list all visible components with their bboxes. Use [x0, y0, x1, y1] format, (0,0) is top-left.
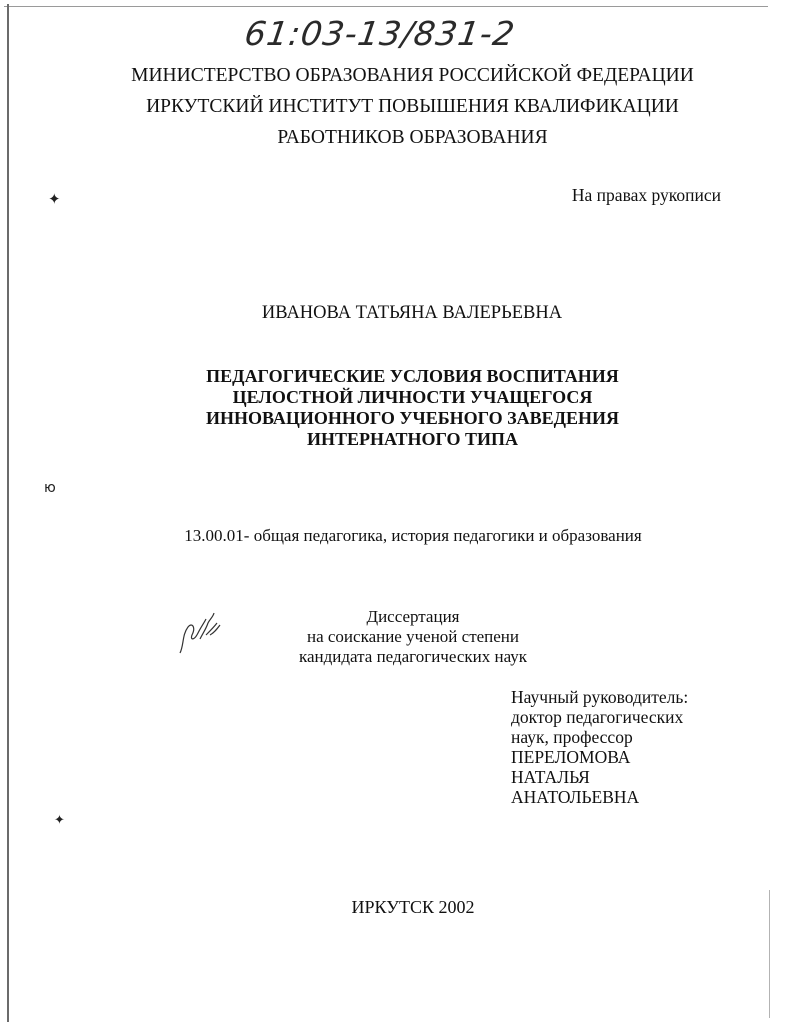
author-name: ИВАНОВА ТАТЬЯНА ВАЛЕРЬЕВНА	[261, 303, 563, 323]
degree-line: на соискание ученой степени	[306, 627, 520, 646]
page-border-left	[7, 4, 9, 1022]
supervisor-line: доктор педагогических	[511, 707, 684, 727]
city-year: ИРКУТСК 2002	[351, 897, 475, 917]
manuscript-note: На правах рукописи	[571, 185, 721, 205]
dissertation-degree	[0, 607, 798, 667]
title-line: ПЕДАГОГИЧЕСКИЕ УСЛОВИЯ ВОСПИТАНИЯ	[206, 366, 619, 386]
margin-mark-icon: ✦	[48, 190, 61, 208]
specialty-code: 13.00.01- общая педагогика, история педагогики и образования	[184, 526, 642, 545]
institute-name: ИРКУТСКИЙ ИНСТИТУТ ПОВЫШЕНИЯ КВАЛИФИКАЦИИ	[146, 96, 679, 117]
title-line: ИНТЕРНАТНОГО ТИПА	[307, 429, 518, 449]
header-block	[100, 60, 725, 153]
title-line: ИННОВАЦИОННОГО УЧЕБНОГО ЗАВЕДЕНИЯ	[205, 408, 620, 428]
supervisor-block	[511, 687, 688, 807]
supervisor-line: АНАТОЛЬЕВНА	[511, 787, 640, 807]
page-border-top	[4, 6, 768, 7]
supervisor-line: Научный руководитель:	[511, 687, 689, 707]
margin-mark-icon: ю	[44, 480, 56, 496]
dissertation-title	[155, 366, 670, 450]
supervisor-line: НАТАЛЬЯ	[511, 767, 590, 787]
margin-mark-icon: ✦	[54, 813, 65, 828]
handwritten-signature	[170, 605, 225, 660]
handwritten-catalog-code: 61:03-13/831-2	[242, 14, 518, 53]
degree-line: Диссертация	[366, 607, 460, 626]
ministry-name: МИНИСТЕРСТВО ОБРАЗОВАНИЯ РОССИЙСКОЙ ФЕДЕРАЦИИ	[131, 65, 694, 86]
supervisor-line: наук, профессор	[511, 727, 633, 747]
degree-line: кандидата педагогических наук	[298, 647, 528, 666]
institute-name-continued: РАБОТНИКОВ ОБРАЗОВАНИЯ	[277, 127, 548, 148]
title-line: ЦЕЛОСТНОЙ ЛИЧНОСТИ УЧАЩЕГОСЯ	[232, 387, 593, 407]
supervisor-line: ПЕРЕЛОМОВА	[511, 747, 631, 767]
